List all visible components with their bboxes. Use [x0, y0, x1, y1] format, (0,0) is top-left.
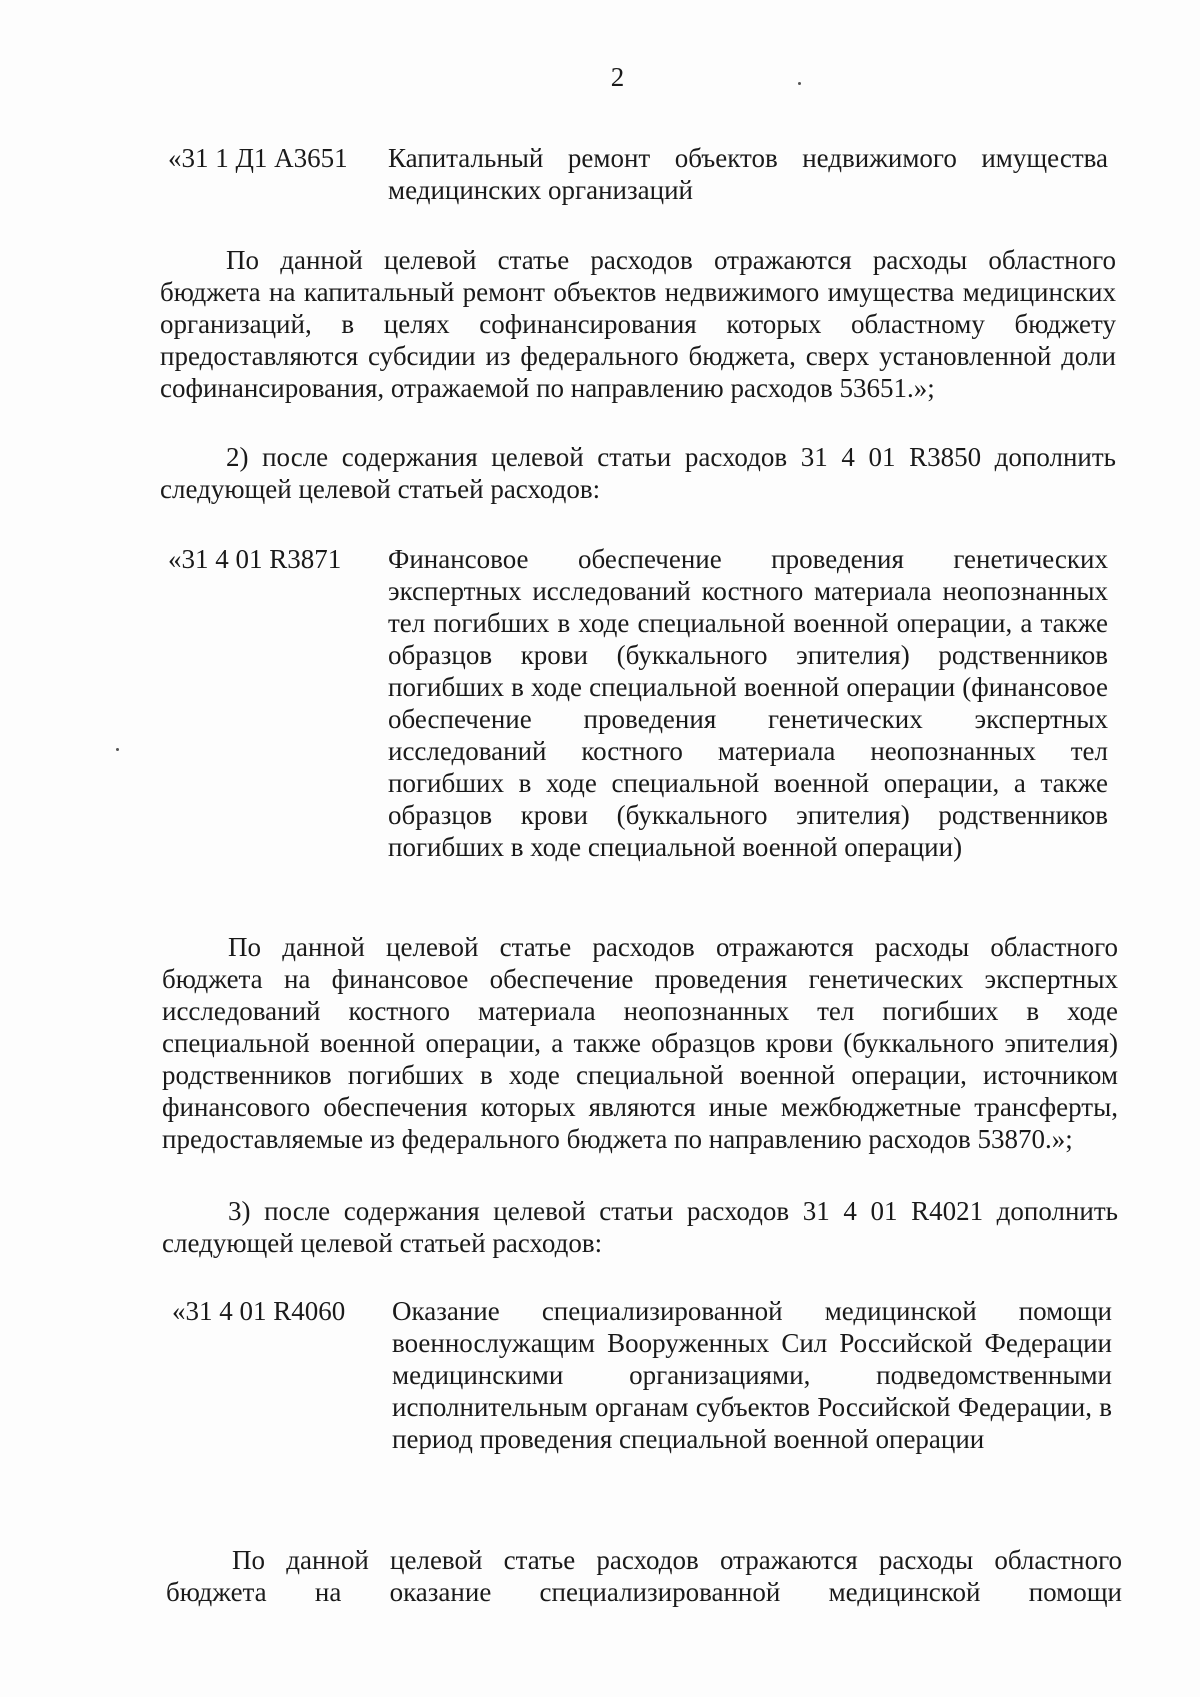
budget-code: «31 1 Д1 А3651 [168, 143, 348, 173]
budget-description: Капитальный ремонт объектов недвижимого имущества медицинских организаций [388, 143, 1108, 205]
paragraph: 3) после содержания целевой статьи расходов 31 4 01 R4021 дополнить следующей целевой статьей расходов: [162, 1196, 1118, 1258]
scan-speck [116, 748, 119, 751]
paragraph: По данной целевой статье расходов отражаются расходы областного бюджета на оказание специализированной медицинской помощи [166, 1545, 1122, 1607]
budget-entry [168, 142, 1108, 212]
budget-entry [168, 543, 1108, 903]
budget-code: «31 4 01 R3871 [168, 544, 342, 574]
budget-description: Оказание специализированной медицинской помощи военнослужащим Вооруженных Сил Российской Федерации медицинскими организациями, подведомственными исполнительным органам субъектов Российской Федерации, в период проведения специальной военной операции [392, 1296, 1112, 1454]
page-number: 2 [610, 62, 625, 92]
paragraph: По данной целевой статье расходов отражаются расходы областного бюджета на финансовое обеспечение проведения генетических экспертных исследований костного материала неопознанных тел погибших в ходе специальной военной операции, а также образцов крови (буккального эпителия) родственников погибших в ходе специальной военной операции, источником финансового обеспечения которых являются иные межбюджетные трансферты, предоставляемые из федерального бюджета по направлению расходов 53870.»; [162, 932, 1118, 1154]
paragraph: 2) после содержания целевой статьи расходов 31 4 01 R3850 дополнить следующей целевой статьей расходов: [160, 442, 1116, 504]
paragraph: По данной целевой статье расходов отражаются расходы областного бюджета на капитальный ремонт объектов недвижимого имущества медицинских организаций, в целях софинансирования которых областному бюджету предоставляются субсидии из федерального бюджета, сверх установленной доли софинансирования, отражаемой по направлению расходов 53651.»; [160, 245, 1116, 403]
budget-entry [172, 1295, 1112, 1495]
budget-description: Финансовое обеспечение проведения генетических экспертных исследований костного материала неопознанных тел погибших в ходе специальной военной операции, а также образцов крови (буккального эпителия) родственников погибших в ходе специальной военной операции (финансовое обеспечение проведения генетических экспертных исследований костного материала неопознанных тел погибших в ходе специальной военной операции, а также образцов крови (буккального эпителия) родственников погибших в ходе специальной военной операции) [388, 544, 1108, 862]
budget-code: «31 4 01 R4060 [172, 1296, 346, 1326]
scan-speck [798, 82, 801, 85]
